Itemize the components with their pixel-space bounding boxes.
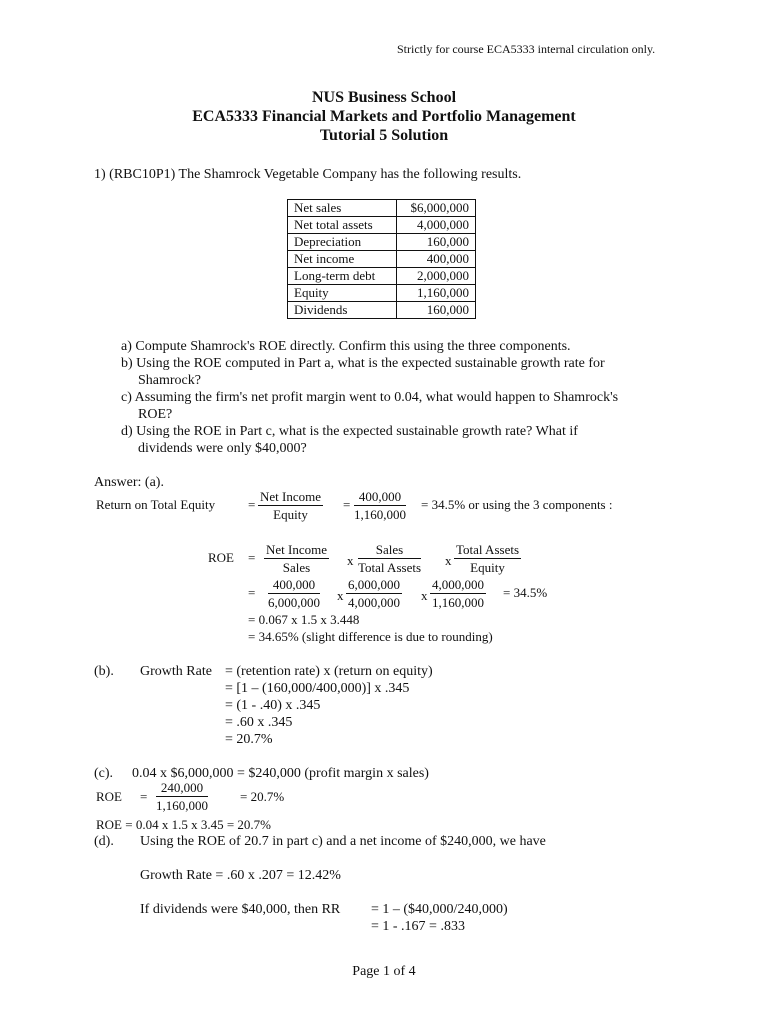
times-sign: x [337,588,344,603]
question-intro: 1) (RBC10P1) The Shamrock Vegetable Company has the following results. [94,167,522,182]
fraction-numerator: Net Income [260,489,322,504]
num-result: = 34.5% [503,585,548,600]
num-fraction-leverage [430,577,486,610]
tutorial-title: Tutorial 5 Solution [319,127,449,144]
roe-c-fraction [156,780,208,813]
school-title: NUS Business School [311,89,457,106]
row-label: Depreciation [288,234,397,251]
table-row [288,268,476,285]
row-value: 1,160,000 [397,285,476,302]
answer-d-growth-rate: Growth Rate = .60 x .207 = 12.42% [140,868,341,883]
answer-c-label: (c). [94,766,114,781]
row-label: Dividends [288,302,397,319]
question-part-a: a) Compute Shamrock's ROE directly. Confirm this using the three components. [121,339,571,354]
roe-fraction-turnover [358,542,421,575]
num-fraction-turnover [346,577,402,610]
fraction-numerator: 4,000,000 [432,577,484,592]
rounding-line: = 34.65% (slight difference is due to rounding) [248,629,493,644]
fraction-denominator: 4,000,000 [348,595,400,610]
row-label: Long-term debt [288,268,397,285]
fraction-denominator: Sales [282,560,311,575]
row-value: 160,000 [397,302,476,319]
answer-b-label: (b). [94,664,114,679]
equals-sign: = [140,789,148,804]
answer-d-intro: Using the ROE of 20.7 in part c) and a net income of $240,000, we have [140,834,546,849]
num-fraction-margin [268,577,320,610]
fraction-numerator: 6,000,000 [348,577,400,592]
roe-c-components: ROE = 0.04 x 1.5 x 3.45 = 20.7% [96,817,271,832]
question-part-c-cont: ROE? [138,407,173,422]
fraction-denominator: Total Assets [358,560,422,575]
fraction-numerator: Total Assets [456,542,520,557]
roe-label: ROE [208,550,234,565]
growth-rate-step-2: = (1 - .40) x .345 [225,698,321,713]
fraction-numerator: Sales [358,542,421,559]
growth-rate-label: Growth Rate [140,664,212,679]
rote-fraction-income-equity [258,489,323,522]
fraction-denominator: 1,160,000 [432,595,484,610]
fraction-numerator: 400,000 [268,577,320,594]
equals-sign: = [248,497,256,512]
rote-label: Return on Total Equity [96,497,216,512]
question-part-b: b) Using the ROE computed in Part a, what is the expected sustainable growth rate for [121,356,605,371]
growth-rate-step-1: = [1 – (160,000/400,000)] x .345 [225,681,410,696]
fraction-denominator: Equity [470,560,505,575]
equals-sign: = [343,497,351,512]
fraction-denominator: Equity [273,507,308,522]
fraction-numerator: Net Income [266,542,328,557]
table-row [288,234,476,251]
row-value: $6,000,000 [397,200,476,217]
roe-fraction-margin [264,542,329,575]
row-value: 4,000,000 [397,217,476,234]
fraction-denominator: 6,000,000 [268,595,320,610]
question-part-b-cont: Shamrock? [138,373,201,388]
answer-d-dividend-case: If dividends were $40,000, then RR [140,902,341,917]
rote-result: = 34.5% or using the 3 components : [421,497,613,512]
row-label: Equity [288,285,397,302]
financial-results-table [287,199,476,319]
table-row [288,285,476,302]
fraction-numerator: 400,000 [354,489,406,506]
row-label: Net sales [288,200,397,217]
question-part-c: c) Assuming the firm's net profit margin went to 0.04, what would happen to Shamrock's [121,390,619,405]
answer-d-rr-result: = 1 - .167 = .833 [371,919,465,934]
course-title: ECA5333 Financial Markets and Portfolio Management [192,108,576,125]
roe-fraction-leverage [454,542,521,575]
table-row [288,302,476,319]
growth-rate-step-3: = .60 x .345 [225,715,293,730]
components-line: = 0.067 x 1.5 x 3.448 [248,612,360,627]
table-row [288,217,476,234]
table-row [288,251,476,268]
page-number: Page 1 of 4 [352,964,416,979]
fraction-numerator: 240,000 [156,780,208,797]
question-part-d-cont: dividends were only $40,000? [138,441,307,456]
equals-sign: = [248,550,256,565]
row-value: 160,000 [397,234,476,251]
row-value: 400,000 [397,251,476,268]
table-row [288,200,476,217]
fraction-denominator: 1,160,000 [156,798,208,813]
row-label: Net income [288,251,397,268]
fraction-denominator: 1,160,000 [354,507,406,522]
times-sign: x [445,553,452,568]
row-label: Net total assets [288,217,397,234]
answer-a-label: Answer: (a). [94,475,164,490]
question-part-d: d) Using the ROE in Part c, what is the expected sustainable growth rate? What if [121,424,578,439]
roe-c-label: ROE [96,789,122,804]
roe-c-result: = 20.7% [240,789,285,804]
rote-fraction-values [354,489,406,522]
growth-rate-result: = 20.7% [225,732,273,747]
row-value: 2,000,000 [397,268,476,285]
circulation-note: Strictly for course ECA5333 internal circulation only. [397,42,656,56]
answer-d-rr-formula: = 1 – ($40,000/240,000) [371,902,508,917]
times-sign: x [421,588,428,603]
answer-d-label: (d). [94,834,114,849]
growth-rate-formula: = (retention rate) x (return on equity) [225,664,433,679]
profit-calc-line: 0.04 x $6,000,000 = $240,000 (profit margin x sales) [132,766,429,781]
times-sign: x [347,553,354,568]
equals-sign: = [248,585,256,600]
